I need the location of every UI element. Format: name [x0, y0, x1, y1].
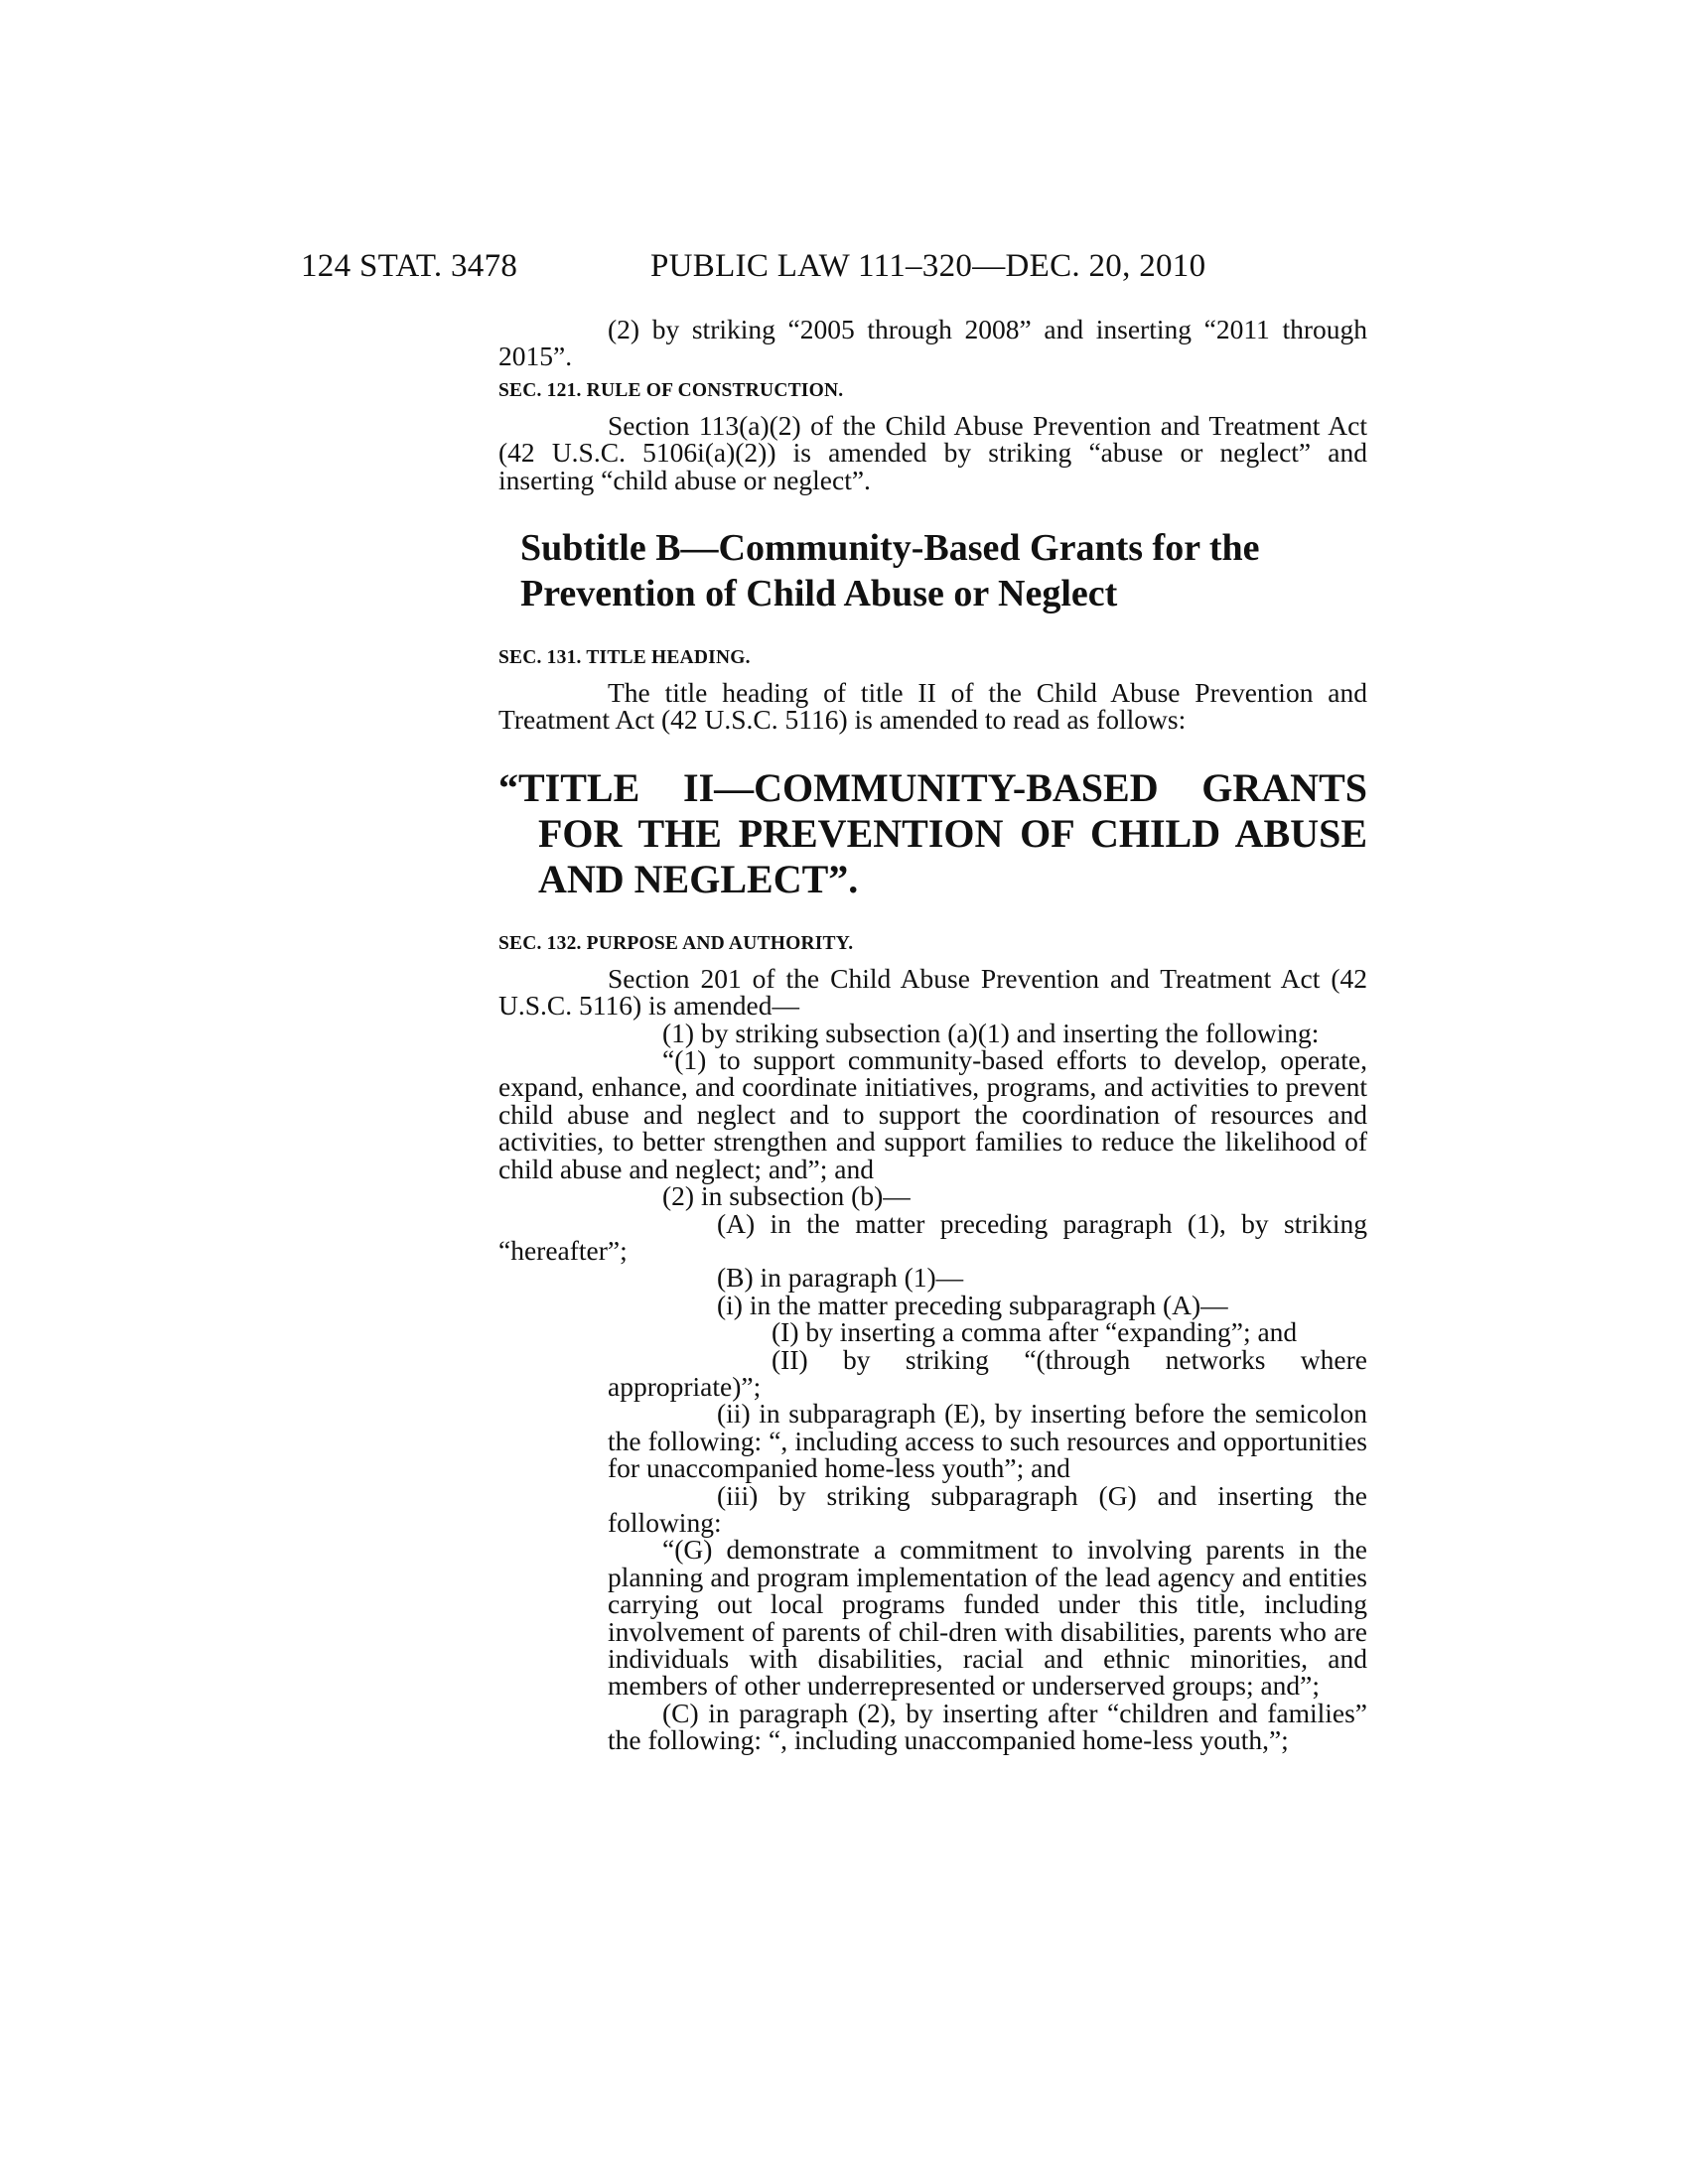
item-G-quote: “(G) demonstrate a commitment to involving parents in the planning and program implementation of the lead agency and entities carrying out local programs funded under this title, including involvement of parents of chil-dren with disabilities, parents who are individuals with disabilities, racial and ethnic minorities, and members of other underrepresented or underserved groups; and”; [608, 1534, 1367, 1702]
item-2-C: (C) in paragraph (2), by inserting after “children and families” the following: “, including unaccompanied home-less youth,”; [608, 1697, 1367, 1756]
item-1: (1) by striking subsection (a)(1) and inserting the following: [662, 1017, 1320, 1048]
item-1-quote: “(1) to support community-based efforts to develop, operate, expand, enhance, and coordinate initiatives, programs, and activities to prevent child abuse and neglect and to support the coordination of resources and activities, to better strengthen and support families to reduce the likelihood of child abuse and neglect; and”; and [498, 1044, 1367, 1184]
nested-clauses [498, 1289, 1367, 1538]
stat-reference: 124 STAT. 3478 [301, 248, 518, 284]
item-2-B-i-II: (II) by striking “(through networks where appropriate)”; [608, 1343, 1367, 1402]
subtitle-b-heading: Subtitle B—Community-Based Grants for the Prevention of Child Abuse or Neglect [520, 527, 1260, 615]
item-2-B: (B) in paragraph (1)— [717, 1262, 964, 1294]
section-131-heading: SEC. 131. TITLE HEADING. [498, 647, 751, 669]
section-121-heading: SEC. 121. RULE OF CONSTRUCTION. [498, 379, 844, 401]
section-132-heading: SEC. 132. PURPOSE AND AUTHORITY. [498, 932, 854, 954]
law-reference: PUBLIC LAW 111–320—DEC. 20, 2010 [650, 248, 1206, 284]
item-2: (2) in subsection (b)— [662, 1180, 911, 1212]
item-2-B-i: (i) in the matter preceding subparagraph (A)— [717, 1289, 1228, 1320]
item-2-B-i-I: (I) by inserting a comma after “expanding”; and [772, 1316, 1298, 1348]
quoted-subparagraph-block [498, 1534, 1367, 1756]
section-132-intro: Section 201 of the Child Abuse Prevention and Treatment Act (42 U.S.C. 5116) is amended— [498, 962, 1367, 1022]
item-2-B-ii: (ii) in subparagraph (E), by inserting before the semicolon the following: “, including access to such resources and opportunities for unaccompanied home-less youth”; and [608, 1398, 1367, 1484]
title-ii-heading: “TITLE II—COMMUNITY-BASED GRANTS FOR THE PREVENTION OF CHILD ABUSE AND NEGLECT”. [498, 764, 1367, 901]
document-body [498, 316, 1367, 1754]
section-131-text: The title heading of title II of the Child Abuse Prevention and Treatment Act (42 U.S.C. 5116) is amended to read as follows: [498, 677, 1367, 736]
section-121-text: Section 113(a)(2) of the Child Abuse Prevention and Treatment Act (42 U.S.C. 5106i(a)(2)) is amended by striking “abuse or neglect” and inserting “child abuse or neglect”. [498, 409, 1367, 495]
item-2-A: (A) in the matter preceding paragraph (1), by striking “hereafter”; [498, 1207, 1367, 1266]
item-2-B-iii: (iii) by striking subparagraph (G) and inserting the following: [608, 1479, 1367, 1538]
paragraph-prev-item-2: (2) by striking “2005 through 2008” and inserting “2011 through 2015”. [498, 314, 1367, 372]
